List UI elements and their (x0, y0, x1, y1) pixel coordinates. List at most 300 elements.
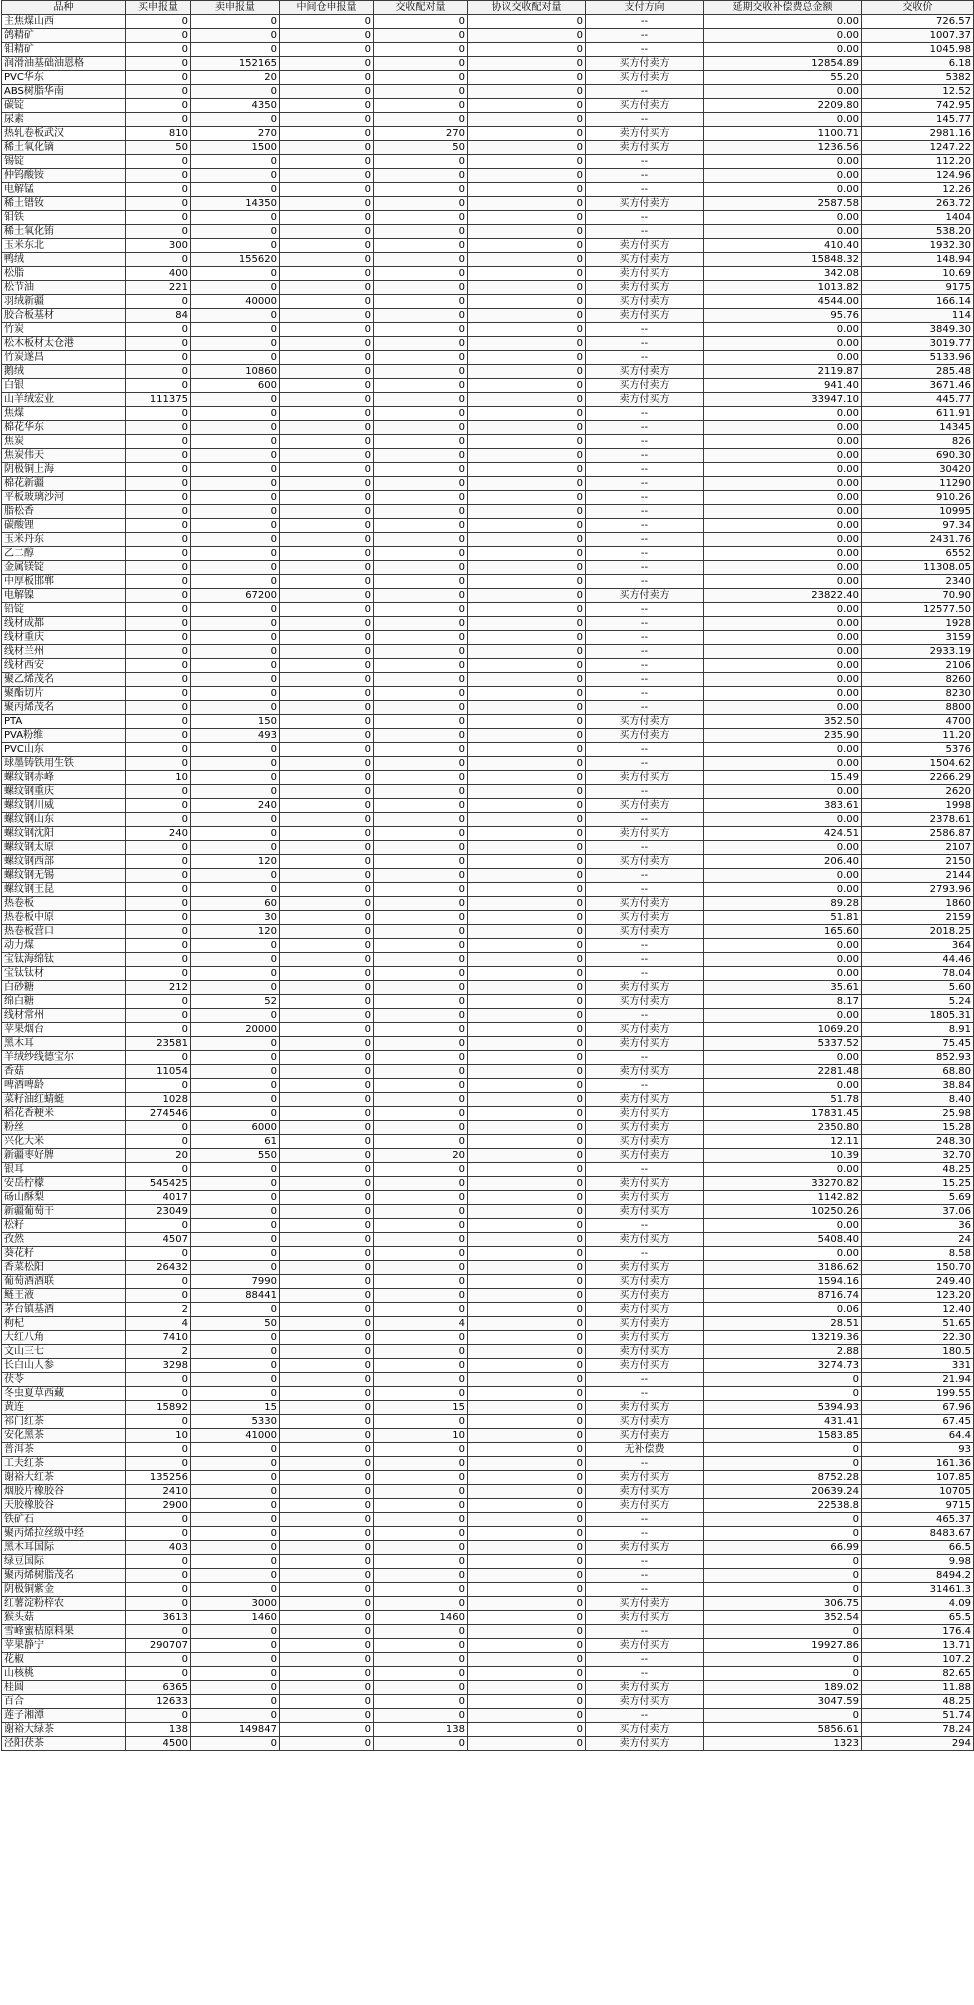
cell-payment-direction: 卖方付买方 (586, 1205, 704, 1219)
cell-intermediate-declared: 0 (280, 323, 374, 337)
cell-payment-direction: 卖方付买方 (586, 1611, 704, 1625)
cell-intermediate-declared: 0 (280, 533, 374, 547)
cell-payment-direction: -- (586, 491, 704, 505)
cell-agreement-matched-qty: 0 (468, 407, 586, 421)
cell-payment-direction: 卖方付买方 (586, 771, 704, 785)
cell-agreement-matched-qty: 0 (468, 309, 586, 323)
cell-matched-qty: 0 (374, 1261, 468, 1275)
table-row (2, 1121, 974, 1135)
cell-compensation-total: 0.00 (704, 869, 862, 883)
cell-intermediate-declared: 0 (280, 1009, 374, 1023)
cell-variety: 线材兰州 (2, 645, 126, 659)
cell-intermediate-declared: 0 (280, 127, 374, 141)
cell-intermediate-declared: 0 (280, 1569, 374, 1583)
cell-agreement-matched-qty: 0 (468, 169, 586, 183)
cell-intermediate-declared: 0 (280, 855, 374, 869)
cell-matched-qty: 0 (374, 1443, 468, 1457)
cell-payment-direction: -- (586, 351, 704, 365)
table-row (2, 1373, 974, 1387)
cell-agreement-matched-qty: 0 (468, 519, 586, 533)
cell-agreement-matched-qty: 0 (468, 43, 586, 57)
table-row (2, 1331, 974, 1345)
cell-agreement-matched-qty: 0 (468, 1373, 586, 1387)
cell-compensation-total: 15848.32 (704, 253, 862, 267)
cell-matched-qty: 0 (374, 729, 468, 743)
cell-sell-declared: 41000 (191, 1429, 280, 1443)
cell-sell-declared: 0 (191, 211, 280, 225)
cell-buy-declared: 4 (126, 1317, 191, 1331)
cell-payment-direction: 卖方付买方 (586, 1261, 704, 1275)
cell-compensation-total: 0.00 (704, 29, 862, 43)
cell-buy-declared: 0 (126, 1653, 191, 1667)
cell-buy-declared: 0 (126, 29, 191, 43)
cell-matched-qty: 0 (374, 1681, 468, 1695)
cell-sell-declared: 0 (191, 1191, 280, 1205)
cell-agreement-matched-qty: 0 (468, 1107, 586, 1121)
cell-compensation-total: 0 (704, 1457, 862, 1471)
table-row (2, 701, 974, 715)
cell-variety: 聚丙烯树脂茂名 (2, 1569, 126, 1583)
cell-intermediate-declared: 0 (280, 575, 374, 589)
cell-matched-qty: 0 (374, 1555, 468, 1569)
cell-buy-declared: 0 (126, 589, 191, 603)
cell-sell-declared: 0 (191, 1485, 280, 1499)
cell-matched-qty: 0 (374, 253, 468, 267)
cell-sell-declared: 493 (191, 729, 280, 743)
table-row (2, 1429, 974, 1443)
cell-payment-direction: 买方付卖方 (586, 71, 704, 85)
cell-buy-declared: 0 (126, 407, 191, 421)
cell-intermediate-declared: 0 (280, 505, 374, 519)
cell-variety: 苹果静宁 (2, 1639, 126, 1653)
cell-buy-declared: 0 (126, 687, 191, 701)
cell-payment-direction: -- (586, 519, 704, 533)
table-row (2, 1443, 974, 1457)
cell-payment-direction: 买方付卖方 (586, 1023, 704, 1037)
cell-payment-direction: -- (586, 603, 704, 617)
cell-buy-declared: 11054 (126, 1065, 191, 1079)
cell-buy-declared: 0 (126, 995, 191, 1009)
table-row (2, 1205, 974, 1219)
cell-sell-declared: 50 (191, 1317, 280, 1331)
table-row (2, 841, 974, 855)
cell-agreement-matched-qty: 0 (468, 1485, 586, 1499)
cell-payment-direction: 卖方付买方 (586, 1037, 704, 1051)
cell-compensation-total: 0.00 (704, 505, 862, 519)
cell-payment-direction: -- (586, 1569, 704, 1583)
cell-buy-declared: 0 (126, 813, 191, 827)
cell-matched-qty: 0 (374, 323, 468, 337)
cell-payment-direction: -- (586, 659, 704, 673)
cell-payment-direction: 买方付卖方 (586, 1415, 704, 1429)
cell-intermediate-declared: 0 (280, 1219, 374, 1233)
cell-compensation-total: 5408.40 (704, 1233, 862, 1247)
cell-buy-declared: 0 (126, 855, 191, 869)
cell-variety: 球墨铸铁用生铁 (2, 757, 126, 771)
table-row (2, 799, 974, 813)
cell-matched-qty: 0 (374, 1219, 468, 1233)
cell-matched-qty: 0 (374, 1135, 468, 1149)
cell-intermediate-declared: 0 (280, 463, 374, 477)
cell-matched-qty: 0 (374, 463, 468, 477)
cell-intermediate-declared: 0 (280, 239, 374, 253)
cell-sell-declared: 0 (191, 15, 280, 29)
header-delivery-price: 交收价 (862, 1, 974, 15)
cell-delivery-price: 13.71 (862, 1639, 974, 1653)
cell-matched-qty: 0 (374, 1121, 468, 1135)
cell-matched-qty: 0 (374, 897, 468, 911)
cell-intermediate-declared: 0 (280, 253, 374, 267)
cell-variety: 雪峰蜜桔原料果 (2, 1625, 126, 1639)
cell-payment-direction: 买方付卖方 (586, 253, 704, 267)
cell-compensation-total: 0 (704, 1625, 862, 1639)
cell-buy-declared: 0 (126, 1415, 191, 1429)
table-row (2, 155, 974, 169)
table-row (2, 197, 974, 211)
cell-delivery-price: 15.25 (862, 1177, 974, 1191)
cell-buy-declared: 0 (126, 1079, 191, 1093)
table-row (2, 855, 974, 869)
cell-payment-direction: -- (586, 645, 704, 659)
cell-sell-declared: 0 (191, 435, 280, 449)
cell-delivery-price: 2107 (862, 841, 974, 855)
cell-agreement-matched-qty: 0 (468, 491, 586, 505)
cell-matched-qty: 0 (374, 701, 468, 715)
cell-compensation-total: 424.51 (704, 827, 862, 841)
cell-variety: 猴头菇 (2, 1611, 126, 1625)
table-row (2, 533, 974, 547)
table-row (2, 85, 974, 99)
cell-agreement-matched-qty: 0 (468, 1639, 586, 1653)
cell-sell-declared: 10860 (191, 365, 280, 379)
cell-matched-qty: 15 (374, 1401, 468, 1415)
table-row (2, 1051, 974, 1065)
cell-compensation-total: 20639.24 (704, 1485, 862, 1499)
cell-matched-qty: 0 (374, 1485, 468, 1499)
cell-matched-qty: 0 (374, 1233, 468, 1247)
cell-agreement-matched-qty: 0 (468, 365, 586, 379)
cell-sell-declared: 0 (191, 617, 280, 631)
cell-agreement-matched-qty: 0 (468, 1177, 586, 1191)
cell-variety: 银耳 (2, 1163, 126, 1177)
cell-variety: ABS树脂华南 (2, 85, 126, 99)
cell-intermediate-declared: 0 (280, 1443, 374, 1457)
table-row (2, 1135, 974, 1149)
cell-agreement-matched-qty: 0 (468, 1317, 586, 1331)
cell-matched-qty: 0 (374, 1359, 468, 1373)
cell-delivery-price: 97.34 (862, 519, 974, 533)
cell-agreement-matched-qty: 0 (468, 183, 586, 197)
cell-agreement-matched-qty: 0 (468, 603, 586, 617)
cell-buy-declared: 0 (126, 337, 191, 351)
cell-matched-qty: 138 (374, 1723, 468, 1737)
cell-variety: 泾阳茯茶 (2, 1737, 126, 1751)
cell-intermediate-declared: 0 (280, 29, 374, 43)
cell-variety: 宝钛海绵钛 (2, 953, 126, 967)
cell-delivery-price: 445.77 (862, 393, 974, 407)
cell-sell-declared: 0 (191, 953, 280, 967)
cell-payment-direction: 卖方付买方 (586, 827, 704, 841)
cell-payment-direction: -- (586, 183, 704, 197)
cell-delivery-price: 21.94 (862, 1373, 974, 1387)
cell-payment-direction: 卖方付买方 (586, 1485, 704, 1499)
cell-delivery-price: 6552 (862, 547, 974, 561)
cell-variety: 祁门红茶 (2, 1415, 126, 1429)
cell-sell-declared: 0 (191, 785, 280, 799)
cell-matched-qty: 0 (374, 617, 468, 631)
cell-compensation-total: 23822.40 (704, 589, 862, 603)
table-row (2, 1303, 974, 1317)
cell-compensation-total: 352.54 (704, 1611, 862, 1625)
cell-variety: 竹炭遂昌 (2, 351, 126, 365)
cell-payment-direction: 买方付卖方 (586, 1723, 704, 1737)
cell-sell-declared: 0 (191, 645, 280, 659)
cell-compensation-total: 1323 (704, 1737, 862, 1751)
cell-sell-declared: 550 (191, 1149, 280, 1163)
cell-compensation-total: 2350.80 (704, 1121, 862, 1135)
cell-buy-declared: 0 (126, 603, 191, 617)
cell-compensation-total: 0.00 (704, 1051, 862, 1065)
cell-sell-declared: 0 (191, 1471, 280, 1485)
table-row (2, 337, 974, 351)
cell-buy-declared: 0 (126, 15, 191, 29)
cell-delivery-price: 1860 (862, 897, 974, 911)
table-row (2, 939, 974, 953)
table-row (2, 1471, 974, 1485)
cell-compensation-total: 0.00 (704, 813, 862, 827)
cell-sell-declared: 0 (191, 1037, 280, 1051)
cell-intermediate-declared: 0 (280, 43, 374, 57)
cell-payment-direction: 卖方付买方 (586, 1639, 704, 1653)
cell-matched-qty: 0 (374, 225, 468, 239)
table-row (2, 1457, 974, 1471)
table-row (2, 1261, 974, 1275)
cell-compensation-total: 0.00 (704, 687, 862, 701)
cell-buy-declared: 0 (126, 967, 191, 981)
cell-sell-declared: 0 (191, 491, 280, 505)
cell-intermediate-declared: 0 (280, 1051, 374, 1065)
cell-intermediate-declared: 0 (280, 1527, 374, 1541)
cell-payment-direction: -- (586, 1219, 704, 1233)
cell-delivery-price: 4.09 (862, 1597, 974, 1611)
cell-agreement-matched-qty: 0 (468, 1695, 586, 1709)
table-row (2, 519, 974, 533)
cell-matched-qty: 0 (374, 1247, 468, 1261)
cell-sell-declared: 14350 (191, 197, 280, 211)
cell-buy-declared: 212 (126, 981, 191, 995)
cell-intermediate-declared: 0 (280, 71, 374, 85)
cell-intermediate-declared: 0 (280, 771, 374, 785)
cell-buy-declared: 0 (126, 1051, 191, 1065)
cell-delivery-price: 9.98 (862, 1555, 974, 1569)
cell-sell-declared: 20000 (191, 1023, 280, 1037)
cell-intermediate-declared: 0 (280, 337, 374, 351)
cell-delivery-price: 70.90 (862, 589, 974, 603)
cell-intermediate-declared: 0 (280, 995, 374, 1009)
table-row (2, 463, 974, 477)
cell-sell-declared: 0 (191, 813, 280, 827)
cell-matched-qty: 0 (374, 295, 468, 309)
cell-delivery-price: 3019.77 (862, 337, 974, 351)
table-row (2, 1023, 974, 1037)
cell-agreement-matched-qty: 0 (468, 799, 586, 813)
cell-buy-declared: 0 (126, 911, 191, 925)
cell-sell-declared: 0 (191, 155, 280, 169)
table-row (2, 1359, 974, 1373)
cell-delivery-price: 66.5 (862, 1541, 974, 1555)
cell-compensation-total: 0.00 (704, 1247, 862, 1261)
cell-sell-declared: 0 (191, 1205, 280, 1219)
cell-matched-qty: 0 (374, 379, 468, 393)
cell-intermediate-declared: 0 (280, 1667, 374, 1681)
cell-buy-declared: 0 (126, 1023, 191, 1037)
cell-agreement-matched-qty: 0 (468, 813, 586, 827)
cell-payment-direction: -- (586, 743, 704, 757)
cell-payment-direction: -- (586, 449, 704, 463)
cell-delivery-price: 11290 (862, 477, 974, 491)
cell-intermediate-declared: 0 (280, 1723, 374, 1737)
cell-delivery-price: 8.58 (862, 1247, 974, 1261)
cell-variety: 黑木耳 (2, 1037, 126, 1051)
cell-buy-declared: 7410 (126, 1331, 191, 1345)
cell-buy-declared: 0 (126, 323, 191, 337)
cell-delivery-price: 2620 (862, 785, 974, 799)
cell-variety: 润滑油基础油恩格 (2, 57, 126, 71)
cell-buy-declared: 0 (126, 1457, 191, 1471)
cell-sell-declared: 0 (191, 939, 280, 953)
cell-variety: 锡锭 (2, 155, 126, 169)
cell-payment-direction: -- (586, 225, 704, 239)
cell-payment-direction: -- (586, 1247, 704, 1261)
table-row (2, 491, 974, 505)
cell-matched-qty: 0 (374, 827, 468, 841)
cell-payment-direction: -- (586, 575, 704, 589)
cell-sell-declared: 0 (191, 519, 280, 533)
cell-intermediate-declared: 0 (280, 827, 374, 841)
cell-intermediate-declared: 0 (280, 687, 374, 701)
cell-agreement-matched-qty: 0 (468, 505, 586, 519)
cell-intermediate-declared: 0 (280, 1695, 374, 1709)
cell-intermediate-declared: 0 (280, 1359, 374, 1373)
cell-sell-declared: 0 (191, 967, 280, 981)
cell-variety: 热轧卷板武汉 (2, 127, 126, 141)
cell-variety: 松脂 (2, 267, 126, 281)
cell-compensation-total: 0.00 (704, 183, 862, 197)
cell-matched-qty: 0 (374, 841, 468, 855)
cell-delivery-price: 32.70 (862, 1149, 974, 1163)
cell-variety: 螺纹钢王昆 (2, 883, 126, 897)
cell-compensation-total: 12854.89 (704, 57, 862, 71)
cell-matched-qty: 0 (374, 1541, 468, 1555)
cell-compensation-total: 0.00 (704, 519, 862, 533)
cell-intermediate-declared: 0 (280, 617, 374, 631)
cell-payment-direction: -- (586, 1373, 704, 1387)
cell-agreement-matched-qty: 0 (468, 1737, 586, 1751)
cell-sell-declared: 6000 (191, 1121, 280, 1135)
cell-variety: 螺纹钢太原 (2, 841, 126, 855)
cell-matched-qty: 0 (374, 1653, 468, 1667)
cell-agreement-matched-qty: 0 (468, 225, 586, 239)
cell-agreement-matched-qty: 0 (468, 1233, 586, 1247)
cell-intermediate-declared: 0 (280, 491, 374, 505)
cell-compensation-total: 235.90 (704, 729, 862, 743)
cell-buy-declared: 0 (126, 505, 191, 519)
cell-sell-declared: 0 (191, 603, 280, 617)
cell-variety: 啤酒啤龄 (2, 1079, 126, 1093)
cell-buy-declared: 0 (126, 113, 191, 127)
cell-matched-qty: 0 (374, 1583, 468, 1597)
cell-delivery-price: 176.4 (862, 1625, 974, 1639)
cell-intermediate-declared: 0 (280, 1023, 374, 1037)
table-row (2, 323, 974, 337)
cell-compensation-total: 0.00 (704, 491, 862, 505)
cell-agreement-matched-qty: 0 (468, 533, 586, 547)
cell-variety: 碳酸锂 (2, 519, 126, 533)
cell-compensation-total: 0.00 (704, 477, 862, 491)
cell-matched-qty: 0 (374, 57, 468, 71)
cell-agreement-matched-qty: 0 (468, 57, 586, 71)
cell-delivery-price: 5.60 (862, 981, 974, 995)
cell-intermediate-declared: 0 (280, 1079, 374, 1093)
cell-delivery-price: 12.52 (862, 85, 974, 99)
cell-matched-qty: 0 (374, 561, 468, 575)
cell-buy-declared: 12633 (126, 1695, 191, 1709)
cell-buy-declared: 3613 (126, 1611, 191, 1625)
cell-payment-direction: 卖方付买方 (586, 1093, 704, 1107)
cell-delivery-price: 8230 (862, 687, 974, 701)
cell-delivery-price: 465.37 (862, 1513, 974, 1527)
cell-variety: 尿素 (2, 113, 126, 127)
cell-matched-qty: 0 (374, 673, 468, 687)
cell-intermediate-declared: 0 (280, 365, 374, 379)
delivery-table (1, 0, 974, 1751)
cell-sell-declared: 0 (191, 337, 280, 351)
cell-agreement-matched-qty: 0 (468, 1009, 586, 1023)
cell-intermediate-declared: 0 (280, 99, 374, 113)
cell-variety: 茅台镇基酒 (2, 1303, 126, 1317)
table-row (2, 57, 974, 71)
cell-matched-qty: 0 (374, 1597, 468, 1611)
cell-matched-qty: 0 (374, 855, 468, 869)
cell-agreement-matched-qty: 0 (468, 71, 586, 85)
cell-buy-declared: 0 (126, 953, 191, 967)
cell-agreement-matched-qty: 0 (468, 1079, 586, 1093)
cell-sell-declared: 149847 (191, 1723, 280, 1737)
cell-payment-direction: -- (586, 841, 704, 855)
cell-sell-declared: 0 (191, 869, 280, 883)
cell-delivery-price: 78.04 (862, 967, 974, 981)
cell-intermediate-declared: 0 (280, 953, 374, 967)
cell-variety: 安化黑茶 (2, 1429, 126, 1443)
cell-variety: 乙二醇 (2, 547, 126, 561)
cell-sell-declared: 0 (191, 701, 280, 715)
cell-delivery-price: 124.96 (862, 169, 974, 183)
cell-variety: 羊绒纱线德宝尔 (2, 1051, 126, 1065)
cell-matched-qty: 50 (374, 141, 468, 155)
cell-matched-qty: 0 (374, 603, 468, 617)
cell-compensation-total: 2281.48 (704, 1065, 862, 1079)
cell-agreement-matched-qty: 0 (468, 393, 586, 407)
cell-agreement-matched-qty: 0 (468, 379, 586, 393)
cell-variety: 松节油 (2, 281, 126, 295)
cell-compensation-total: 342.08 (704, 267, 862, 281)
table-row (2, 477, 974, 491)
cell-sell-declared: 0 (191, 533, 280, 547)
cell-matched-qty: 0 (374, 435, 468, 449)
cell-delivery-price: 2378.61 (862, 813, 974, 827)
cell-variety: 棉花华东 (2, 421, 126, 435)
cell-payment-direction: -- (586, 631, 704, 645)
